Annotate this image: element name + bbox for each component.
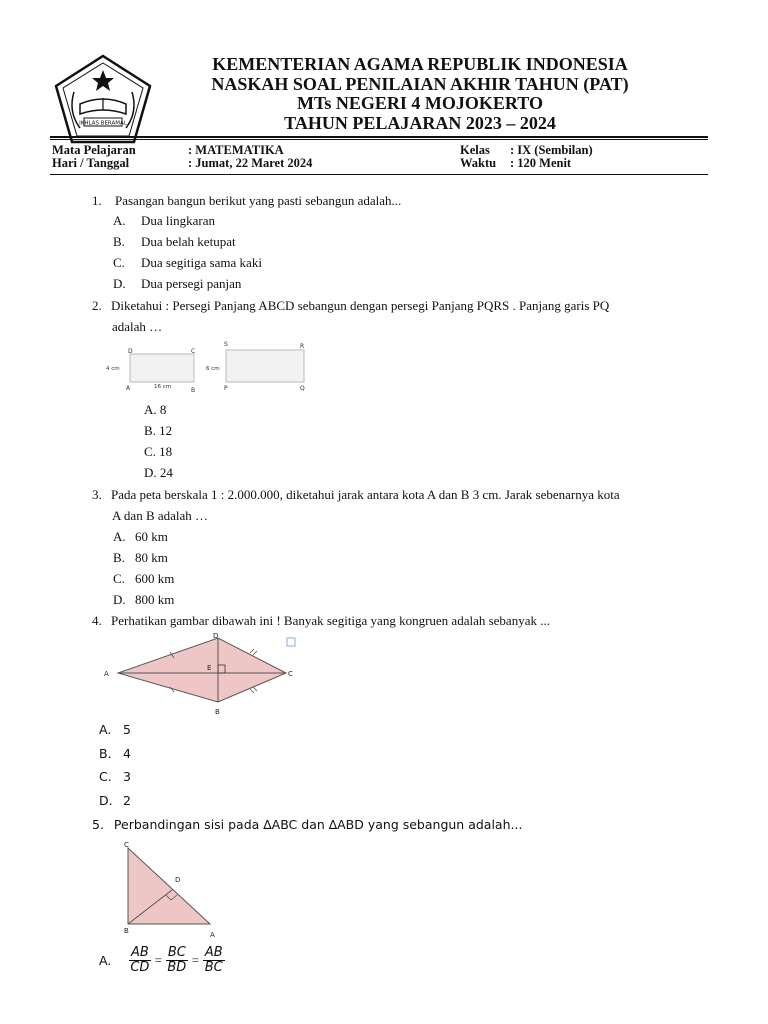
label-d: D — [175, 876, 181, 884]
question-5 — [92, 817, 522, 833]
kemenag-logo — [50, 52, 156, 148]
option-d: D. 800 km — [113, 592, 175, 607]
label-4cm: 4 cm — [106, 366, 120, 372]
kite-figure — [98, 630, 308, 718]
option-c: C. Dua segitiga sama kaki — [113, 255, 262, 270]
question-3-continuation: A dan B adalah … — [112, 508, 209, 523]
question-2 — [92, 298, 609, 314]
label-c: C — [288, 670, 293, 678]
question-1 — [92, 193, 401, 209]
question-number: 1. — [92, 193, 102, 208]
question-text: Pada peta berskala 1 : 2.000.000, diketahui jarak antara kota A dan B 3 cm. Jarak sebenarnya kota — [111, 487, 620, 502]
label-a: A — [104, 670, 109, 678]
option-c: C. 3 — [99, 769, 131, 784]
label-a: A — [210, 931, 215, 939]
question-text: Diketahui : Persegi Panjang ABCD sebangun dengan persegi Panjang PQRS . Panjang garis PQ — [111, 298, 610, 313]
label-b: B — [215, 708, 220, 716]
subject-value: : MATEMATIKA — [188, 143, 284, 157]
option-d: D. 24 — [144, 465, 173, 480]
option-b: B. 12 — [144, 423, 173, 438]
label-q: Q — [300, 385, 305, 392]
label-a: A — [126, 385, 131, 392]
option-a: A. 8 — [144, 402, 167, 417]
label-d: D — [128, 348, 133, 355]
subject-label: Mata Pelajaran — [52, 143, 136, 157]
class-value: : IX (Sembilan) — [510, 143, 593, 157]
document-header — [160, 55, 680, 133]
option-b: B. Dua belah ketupat — [113, 234, 236, 249]
option-a: A. 60 km — [113, 529, 168, 544]
time-value: : 120 Menit — [510, 156, 572, 170]
option-b: B. 80 km — [113, 550, 168, 565]
label-c: C — [124, 841, 129, 849]
label-s: S — [224, 341, 228, 348]
label-d: D — [213, 632, 219, 640]
school-name: MTs NEGERI 4 MOJOKERTO — [297, 93, 543, 113]
fraction-1: $\frac{AB}{CD}$ — [130, 945, 150, 975]
fraction-2: $\frac{BC}{BD}$ — [167, 945, 187, 975]
rectangles-figure — [104, 338, 314, 396]
question-2-continuation: adalah … — [112, 319, 163, 334]
option-c: C. 18 — [144, 444, 173, 459]
day-value: : Jumat, 22 Maret 2024 — [188, 156, 313, 170]
fraction-3: $\frac{AB}{BC}$ — [204, 945, 223, 975]
label-p: P — [224, 385, 228, 392]
label-c: C — [191, 348, 196, 355]
question-4 — [92, 613, 550, 629]
option-d: D. Dua persegi panjan — [113, 276, 242, 291]
question-number: 5. — [92, 817, 104, 832]
header-divider-thin — [50, 139, 708, 140]
label-6cm: 6 cm — [206, 366, 220, 372]
time-label: Waktu — [460, 156, 497, 170]
label-b: B — [191, 387, 196, 394]
option-a: A. Dua lingkaran — [113, 213, 216, 228]
academic-year: TAHUN PELAJARAN 2023 – 2024 — [284, 112, 556, 133]
info-divider — [50, 174, 708, 175]
option-d: D. 2 — [99, 793, 131, 808]
exam-title: NASKAH SOAL PENILAIAN AKHIR TAHUN (PAT) — [211, 73, 629, 94]
right-triangle-figure — [118, 838, 224, 942]
question-text: Pasangan bangun berikut yang pasti sebangun adalah... — [115, 193, 402, 208]
option-c: C. 600 km — [113, 571, 175, 586]
label-r: R — [300, 343, 305, 350]
question-number: 2. — [92, 298, 102, 313]
header-divider — [50, 136, 708, 138]
label-16cm: 16 cm — [154, 384, 172, 390]
ministry-title: KEMENTERIAN AGAMA REPUBLIK INDONESIA — [212, 54, 628, 74]
day-label: Hari / Tanggal — [52, 156, 130, 170]
question-3 — [92, 487, 620, 503]
label-b: B — [124, 927, 129, 935]
class-label: Kelas — [460, 143, 490, 157]
question-number: 3. — [92, 487, 102, 502]
question-text: Perhatikan gambar dibawah ini ! Banyak segitiga yang kongruen adalah sebanyak ... — [111, 613, 550, 628]
option-b: B. 4 — [99, 746, 131, 761]
question-text: Perbandingan sisi pada ∆ABC dan ∆ABD yang sebangun adalah... — [113, 817, 523, 832]
logo-motto: IKHLAS BERAMAL — [79, 120, 127, 127]
option-a: A. $\frac{AB}{CD}$ = $\frac{BC}{BD}$ = $\frac{AB}{BC}$ — [99, 945, 223, 975]
question-number: 4. — [92, 613, 102, 628]
label-e: E — [207, 664, 212, 672]
option-a: A. 5 — [99, 722, 131, 737]
